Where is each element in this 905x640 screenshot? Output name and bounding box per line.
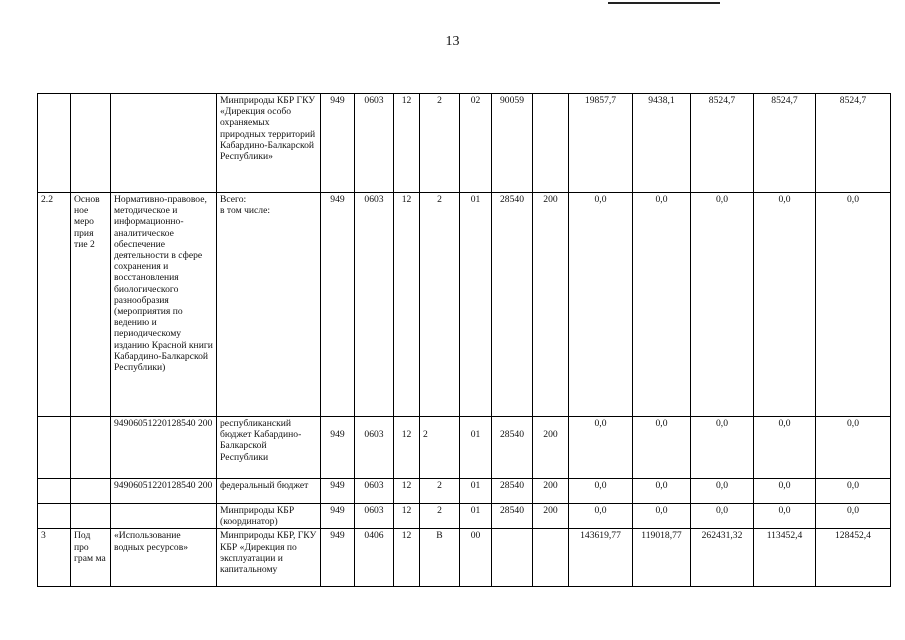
row-executor: Всего: в том числе: — [217, 193, 321, 417]
cs4-cell: 28540 — [492, 417, 533, 479]
rzpr-cell: 0406 — [355, 529, 394, 587]
value-4: 8524,7 — [754, 94, 816, 193]
value-2: 0,0 — [633, 479, 691, 504]
value-2: 9438,1 — [633, 94, 691, 193]
row-status — [71, 479, 111, 504]
grbs-cell: 949 — [321, 479, 355, 504]
table-row — [38, 94, 891, 193]
grbs-cell: 949 — [321, 529, 355, 587]
value-5: 0,0 — [816, 479, 891, 504]
value-1: 0,0 — [569, 479, 633, 504]
header-mark-line — [608, 0, 720, 4]
cs4-cell: 90059 — [492, 94, 533, 193]
cs1-cell: 12 — [394, 504, 420, 529]
value-2: 0,0 — [633, 504, 691, 529]
table-row — [38, 529, 891, 587]
value-2: 119018,77 — [633, 529, 691, 587]
row-name: 94906051220128540 200 — [111, 479, 217, 504]
cs3-cell: 00 — [460, 529, 492, 587]
value-4: 0,0 — [754, 504, 816, 529]
row-name: «Использование водных ресурсов» — [111, 529, 217, 587]
row-number — [38, 94, 71, 193]
value-5: 0,0 — [816, 193, 891, 417]
row-name: Нормативно-правовое, методическое и информационно-аналитическое обеспечение деятельности в сфере сохранения и восстановления биологического разнообразия (мероприятия по ведению и периодическому изданию Красной книги Кабардино-Балкарской Республики) — [111, 193, 217, 417]
value-1: 0,0 — [569, 504, 633, 529]
cs2-cell: 2 — [420, 417, 460, 479]
table-row — [38, 504, 891, 529]
cs4-cell: 28540 — [492, 479, 533, 504]
row-status: Под про грам ма — [71, 529, 111, 587]
value-4: 0,0 — [754, 479, 816, 504]
value-1: 19857,7 — [569, 94, 633, 193]
row-executor: Минприроды КБР (координатор) — [217, 504, 321, 529]
grbs-cell: 949 — [321, 504, 355, 529]
vr-cell — [533, 94, 569, 193]
row-executor: федеральный бюджет — [217, 479, 321, 504]
rzpr-cell: 0603 — [355, 504, 394, 529]
row-name — [111, 504, 217, 529]
rzpr-cell: 0603 — [355, 193, 394, 417]
page-number: 13 — [445, 34, 460, 49]
grbs-cell: 949 — [321, 193, 355, 417]
cs1-cell: 12 — [394, 193, 420, 417]
rzpr-cell: 0603 — [355, 94, 394, 193]
cs3-cell: 01 — [460, 417, 492, 479]
value-5: 128452,4 — [816, 529, 891, 587]
cs1-cell: 12 — [394, 417, 420, 479]
cs1-cell: 12 — [394, 479, 420, 504]
row-number — [38, 417, 71, 479]
cs1-cell: 12 — [394, 529, 420, 587]
row-name — [111, 94, 217, 193]
cs4-cell: 28540 — [492, 504, 533, 529]
value-1: 143619,77 — [569, 529, 633, 587]
row-executor: Минприроды КБР ГКУ «Дирекция особо охраняемых природных территорий Кабардино-Балкарской Республики» — [217, 94, 321, 193]
cs3-cell: 01 — [460, 193, 492, 417]
value-5: 0,0 — [816, 417, 891, 479]
value-5: 8524,7 — [816, 94, 891, 193]
table-row — [38, 479, 891, 504]
value-3: 0,0 — [691, 193, 754, 417]
value-4: 0,0 — [754, 193, 816, 417]
row-number: 2.2 — [38, 193, 71, 417]
program-table — [37, 93, 891, 587]
row-number: 3 — [38, 529, 71, 587]
value-3: 262431,32 — [691, 529, 754, 587]
cs1-cell: 12 — [394, 94, 420, 193]
row-number — [38, 504, 71, 529]
rzpr-cell: 0603 — [355, 417, 394, 479]
value-4: 0,0 — [754, 417, 816, 479]
row-number — [38, 479, 71, 504]
vr-cell: 200 — [533, 504, 569, 529]
cs2-cell: 2 — [420, 504, 460, 529]
vr-cell: 200 — [533, 479, 569, 504]
cs2-cell: 2 — [420, 479, 460, 504]
cs3-cell: 02 — [460, 94, 492, 193]
rzpr-cell: 0603 — [355, 479, 394, 504]
cs4-cell — [492, 529, 533, 587]
row-status — [71, 417, 111, 479]
cs4-cell: 28540 — [492, 193, 533, 417]
value-3: 8524,7 — [691, 94, 754, 193]
table-row — [38, 193, 891, 417]
cs3-cell: 01 — [460, 504, 492, 529]
value-1: 0,0 — [569, 193, 633, 417]
value-1: 0,0 — [569, 417, 633, 479]
cs2-cell: В — [420, 529, 460, 587]
cs2-cell: 2 — [420, 193, 460, 417]
row-status — [71, 504, 111, 529]
vr-cell: 200 — [533, 417, 569, 479]
row-status: Основ ное меро прия тие 2 — [71, 193, 111, 417]
grbs-cell: 949 — [321, 94, 355, 193]
value-2: 0,0 — [633, 193, 691, 417]
vr-cell: 200 — [533, 193, 569, 417]
cs2-cell: 2 — [420, 94, 460, 193]
value-2: 0,0 — [633, 417, 691, 479]
table-row — [38, 417, 891, 479]
row-status — [71, 94, 111, 193]
value-5: 0,0 — [816, 504, 891, 529]
value-3: 0,0 — [691, 504, 754, 529]
row-executor: республиканский бюджет Кабардино-Балкарской Республики — [217, 417, 321, 479]
vr-cell — [533, 529, 569, 587]
row-name: 94906051220128540 200 — [111, 417, 217, 479]
value-3: 0,0 — [691, 417, 754, 479]
cs3-cell: 01 — [460, 479, 492, 504]
value-3: 0,0 — [691, 479, 754, 504]
row-executor: Минприроды КБР, ГКУ КБР «Дирекция по эксплуатации и капитальному — [217, 529, 321, 587]
value-4: 113452,4 — [754, 529, 816, 587]
grbs-cell: 949 — [321, 417, 355, 479]
